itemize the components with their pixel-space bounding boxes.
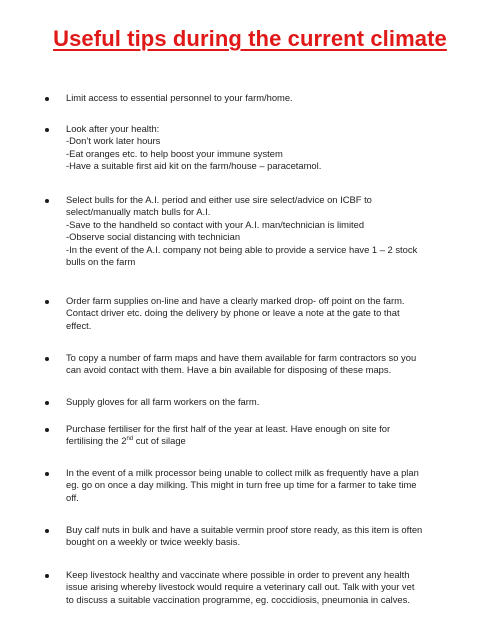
tip-line: -Have a suitable first aid kit on the farm/house – paracetamol. <box>66 160 322 172</box>
tip-line: -Observe social distancing with technician <box>66 231 241 243</box>
tip-line: select/manually match bulls for A.I. <box>66 206 211 218</box>
tip-limit-access <box>0 92 315 104</box>
tip-health <box>0 123 343 173</box>
tip-line: bulls on the farm <box>66 256 136 268</box>
bullet-icon <box>45 128 49 132</box>
bullet-icon <box>45 529 49 533</box>
tip-text-segment: cut of silage <box>133 435 186 447</box>
tip-line: Order farm supplies on-line and have a clearly marked drop- off point on the farm. <box>66 295 405 306</box>
tip-calf-nuts <box>0 524 444 549</box>
tip-line: In the event of a milk processor being unable to collect milk as frequently have a plan <box>66 467 419 478</box>
tip-line: Look after your health: <box>66 123 160 134</box>
tip-line: Contact driver etc. doing the delivery by phone or leave a note at the gate to that <box>66 307 400 319</box>
tip-order-supplies <box>0 295 427 332</box>
tip-line: -Eat oranges etc. to help boost your immune system <box>66 147 283 159</box>
tip-line: -In the event of the A.I. company not being able to provide a service have 1 – 2 stock <box>66 243 418 255</box>
tip-select-bulls <box>0 194 439 268</box>
tip-line: Purchase fertiliser for the first half of the year at least. Have enough on site for <box>66 423 391 434</box>
bullet-icon <box>45 97 49 101</box>
tip-line: Limit access to essential personnel to your farm/home. <box>66 92 293 103</box>
tip-fertiliser <box>0 423 412 448</box>
tip-text-segment: fertilising the 2 <box>66 435 127 447</box>
tip-line: -Save to the handheld so contact with your A.I. man/technician is limited <box>66 218 365 230</box>
bullet-icon <box>45 472 49 476</box>
tip-line: can avoid contact with them. Have a bin available for disposing of these maps. <box>66 364 392 376</box>
tip-line-with-superscript <box>66 435 390 447</box>
tip-line: -Don’t work later hours <box>66 135 161 147</box>
tip-farm-maps <box>0 352 438 377</box>
bullet-icon <box>45 300 49 304</box>
tip-line: effect. <box>66 319 92 331</box>
tip-line: To copy a number of farm maps and have them available for farm contractors so you <box>66 352 417 363</box>
tip-milk-processor <box>0 467 441 504</box>
tip-line: to discuss a suitable vaccination programme, eg. coccidiosis, pneumonia in calves. <box>66 593 410 605</box>
bullet-icon <box>45 357 49 361</box>
ordinal-superscript: nd <box>126 436 134 443</box>
tip-line: eg. go on once a day milking. This might in turn free up time for a farmer to take time <box>66 479 417 491</box>
tip-line: issue arising whereby livestock would require a veterinary call out. Talk with your vet <box>66 581 415 593</box>
tip-livestock-health <box>0 569 436 606</box>
tip-line: off. <box>66 491 79 503</box>
bullet-icon <box>45 574 49 578</box>
tip-line: Keep livestock healthy and vaccinate where possible in order to prevent any health <box>66 569 410 580</box>
bullet-icon <box>45 401 49 405</box>
tip-line: bought on a weekly or twice weekly basis. <box>66 536 241 548</box>
bullet-icon <box>45 199 49 203</box>
tip-line: Buy calf nuts in bulk and have a suitable vermin proof store ready, as this item is often <box>66 524 423 535</box>
tip-line: Select bulls for the A.I. period and either use sire select/advice on ICBF to <box>66 194 372 205</box>
bullet-icon <box>45 428 49 432</box>
tip-gloves <box>0 396 281 408</box>
page-title: Useful tips during the current climate <box>53 26 447 51</box>
tip-line: Supply gloves for all farm workers on the farm. <box>66 396 260 407</box>
